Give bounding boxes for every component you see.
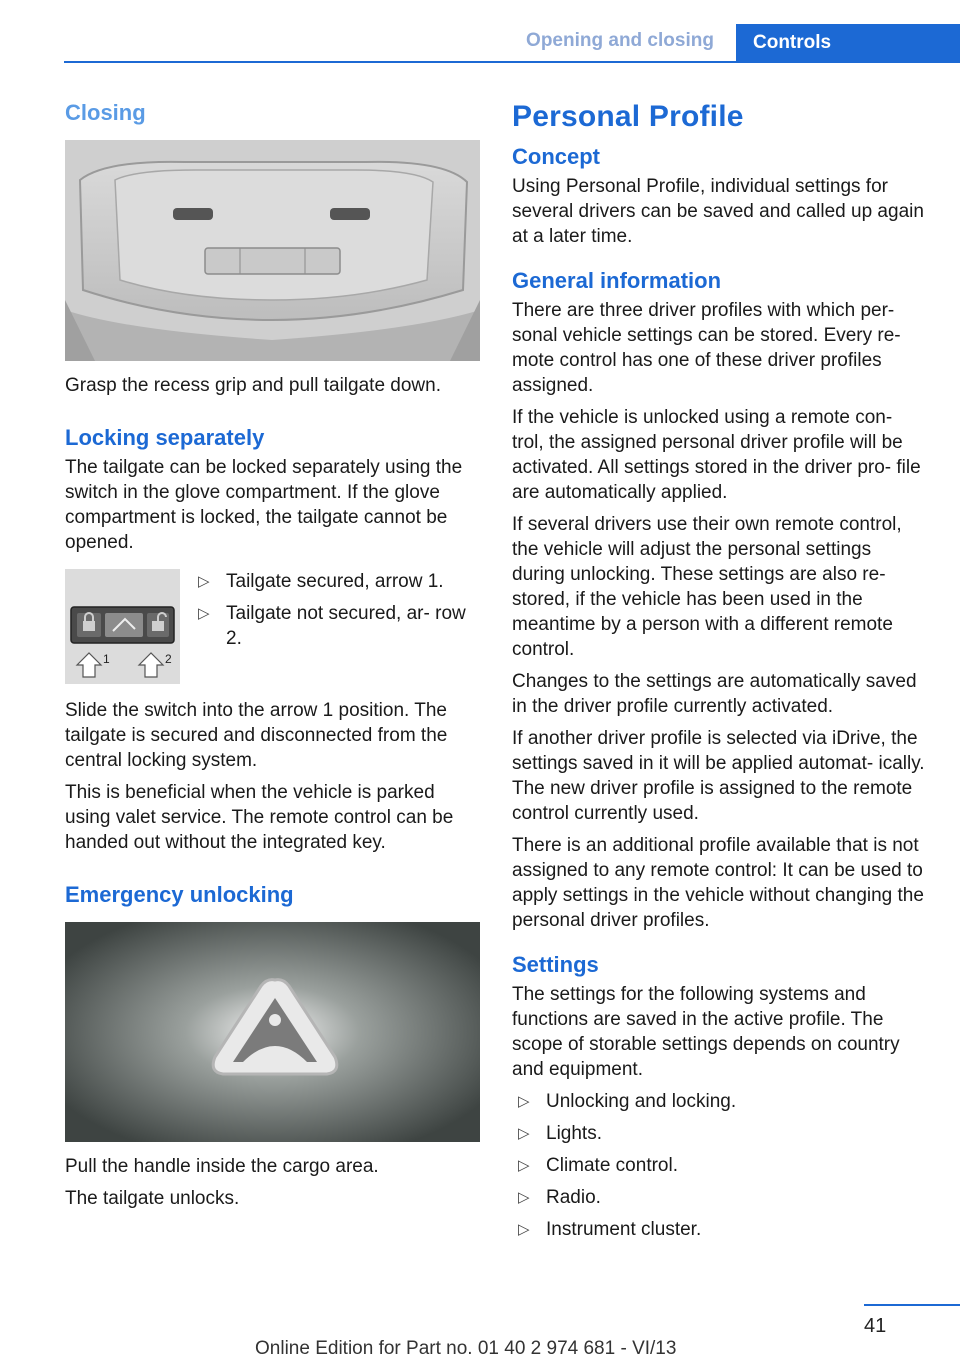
list-item: ▷ Tailgate secured, arrow 1. bbox=[198, 571, 444, 592]
settings-list bbox=[512, 1089, 928, 1242]
general-paragraph: There are three driver profiles with which per- sonal vehicle settings can be stored. Every re- mote control has one of these driver profiles assigned. bbox=[512, 300, 901, 396]
triangle-bullet-icon: ▷ bbox=[518, 1221, 530, 1238]
tailgate-switch-image bbox=[65, 569, 180, 684]
emergency-heading: Emergency unlocking bbox=[65, 882, 294, 907]
settings-heading: Settings bbox=[512, 952, 599, 977]
arrow-1-label: 1 bbox=[103, 652, 110, 666]
triangle-bullet-icon: ▷ bbox=[518, 1093, 530, 1110]
general-heading: General information bbox=[512, 268, 722, 293]
closing-text: Grasp the recess grip and pull tailgate down. bbox=[65, 375, 441, 396]
locking-text: The tailgate can be locked separately using the switch in the glove compartment. If the glove compartment is locked, the tailgate cannot be opened. bbox=[65, 457, 463, 553]
switch-section bbox=[65, 569, 481, 684]
closing-heading: Closing bbox=[65, 100, 146, 125]
header-chapter-tab bbox=[736, 24, 960, 62]
triangle-bullet-icon: ▷ bbox=[198, 605, 210, 622]
edition-footer: Online Edition for Part no. 01 40 2 974 681 - VI/13 bbox=[255, 1338, 677, 1359]
personal-profile-title: Personal Profile bbox=[512, 100, 744, 133]
left-column bbox=[65, 100, 481, 1218]
page-header bbox=[0, 0, 960, 62]
slide-text: Slide the switch into the arrow 1 position. The tailgate is secured and disconnected from the central locking system. bbox=[65, 700, 448, 771]
list-item: ▷ Lights. bbox=[518, 1123, 602, 1144]
header-section-title: Opening and closing bbox=[526, 30, 714, 51]
header-chapter-label: Controls bbox=[753, 32, 832, 53]
switch-list bbox=[192, 569, 481, 658]
settings-text: The settings for the following systems and functions are saved in the active profile. The scope of storable settings depends on country and equipment. bbox=[512, 984, 900, 1080]
general-paragraph: Changes to the settings are automatically saved in the driver profile currently activated. bbox=[512, 671, 917, 717]
triangle-bullet-icon: ▷ bbox=[198, 573, 210, 590]
pull-text: Pull the handle inside the cargo area. bbox=[65, 1156, 379, 1177]
page-number: 41 bbox=[864, 1315, 887, 1337]
triangle-bullet-icon: ▷ bbox=[518, 1189, 530, 1206]
list-item: ▷ Tailgate not secured, ar- row 2. bbox=[198, 603, 466, 649]
tailgate-image bbox=[65, 140, 480, 361]
concept-text: Using Personal Profile, individual settings for several drivers can be saved and called up again at a later time. bbox=[512, 176, 924, 247]
footer-rule bbox=[864, 1304, 960, 1306]
triangle-bullet-icon: ▷ bbox=[518, 1125, 530, 1142]
concept-heading: Concept bbox=[512, 144, 600, 169]
general-paragraph: If the vehicle is unlocked using a remote con- trol, the assigned personal driver profile will be activated. All settings stored in the driver pro- file are automatically applied. bbox=[512, 407, 921, 503]
list-item: ▷ Climate control. bbox=[518, 1155, 678, 1176]
general-paragraph: If several drivers use their own remote control, the vehicle will adjust the personal settings during unlocking. These settings are also re- stored, if the vehicle has been used in the meantime by a person with a different remote control. bbox=[512, 514, 902, 660]
list-item: ▷ Unlocking and locking. bbox=[518, 1091, 737, 1112]
general-paragraph: There is an additional profile available that is not assigned to any remote control: It can be used to apply settings in the vehicle without changing the personal driver profiles. bbox=[512, 835, 924, 931]
general-paragraph: If another driver profile is selected via iDrive, the settings saved in it will be applied automat- ically. The new driver profile is assigned to the remote control currently used. bbox=[512, 728, 925, 824]
unlocks-text: The tailgate unlocks. bbox=[65, 1188, 240, 1209]
emergency-handle-image bbox=[65, 922, 480, 1142]
right-column bbox=[512, 100, 928, 1249]
valet-text: This is beneficial when the vehicle is parked using valet service. The remote control can be handed out without the integrated key. bbox=[65, 782, 454, 853]
list-item: ▷ Radio. bbox=[518, 1187, 601, 1208]
list-item: ▷ Instrument cluster. bbox=[518, 1219, 702, 1240]
locking-heading: Locking separately bbox=[65, 425, 265, 450]
header-rule bbox=[64, 61, 960, 63]
triangle-bullet-icon: ▷ bbox=[518, 1157, 530, 1174]
arrow-2-label: 2 bbox=[165, 652, 172, 666]
